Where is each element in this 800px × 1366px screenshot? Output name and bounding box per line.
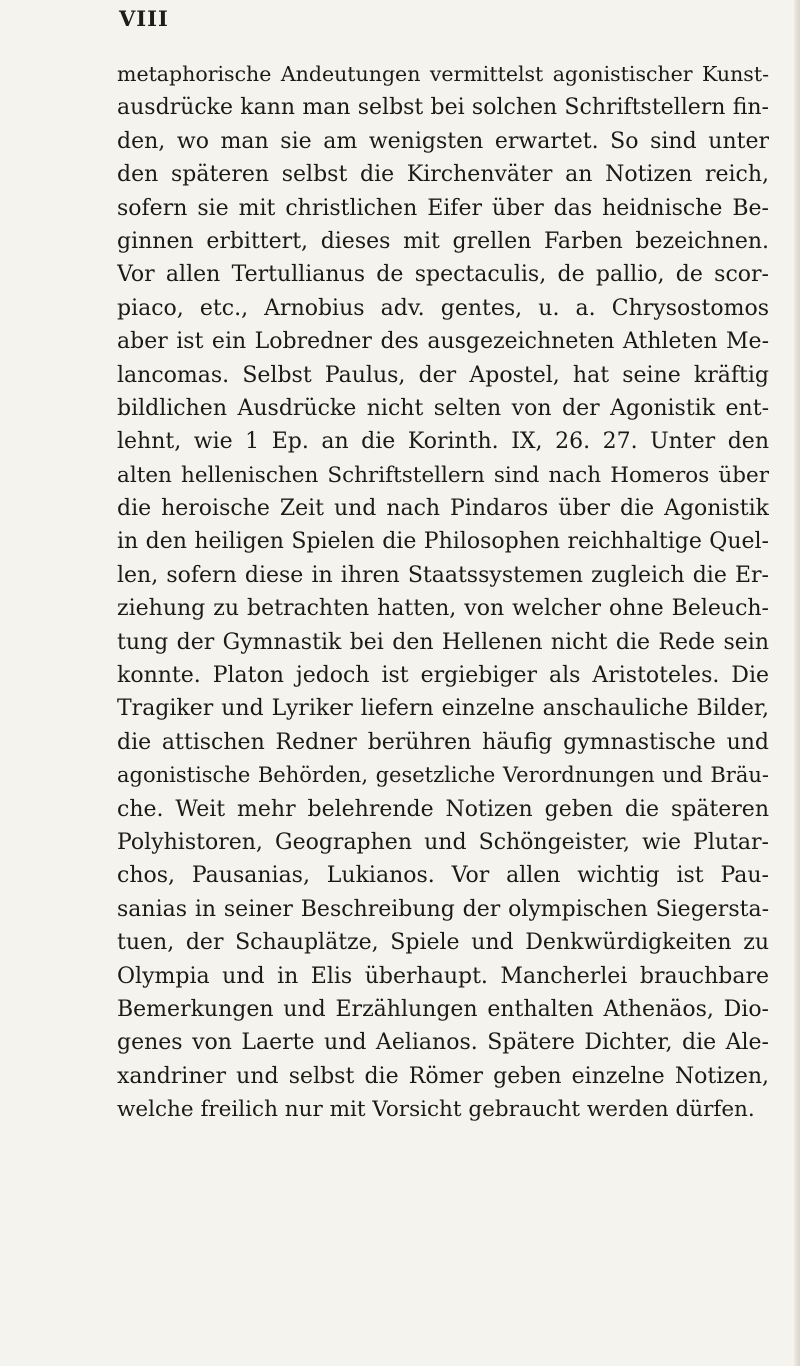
page-edge [794,0,800,1366]
text-line: lehnt, wie 1 Ep. an die Korinth. IX, 26. 27. Unter den [117,429,769,455]
text-line: den späteren selbst die Kirchenväter an Notizen reich, [117,162,769,188]
text-line: welche freilich nur mit Vorsicht gebraucht werden dürfen. [117,1097,755,1123]
text-line: sofern sie mit christlichen Eifer über das heidnische Be- [117,195,769,221]
text-line: ziehung zu betrachten hatten, von welcher ohne Beleuch- [117,596,769,622]
text-line: xandriner und selbst die Römer geben einzelne Notizen, [117,1063,769,1089]
page-number: VIII [119,6,169,31]
text-line: len, sofern diese in ihren Staatssystemen zugleich die Er- [117,562,769,588]
text-line: Tragiker und Lyriker liefern einzelne anschauliche Bilder, [117,696,769,722]
text-line: agonistische Behörden, gesetzliche Verordnungen und Bräu- [117,763,769,788]
text-line: Bemerkungen und Erzählungen enthalten Athenäos, Dio- [117,996,769,1022]
text-line: alten hellenischen Schriftstellern sind nach Homeros über [117,462,769,488]
text-line: Vor allen Tertullianus de spectaculis, de pallio, de scor- [117,262,769,288]
text-line: ginnen erbittert, dieses mit grellen Farben bezeichnen. [117,228,769,254]
text-line: sanias in seiner Beschreibung der olympischen Siegersta- [117,896,769,922]
text-line: Olympia und in Elis überhaupt. Mancherlei brauchbare [117,963,769,989]
text-line: Polyhistoren, Geographen und Schöngeister, wie Plutar- [117,829,769,855]
text-line: ausdrücke kann man selbst bei solchen Schriftstellern fin- [117,95,769,121]
text-line: tuen, der Schauplätze, Spiele und Denkwürdigkeiten zu [117,930,769,956]
text-line: die attischen Redner berühren häufig gymnastische und [117,729,769,755]
text-line: bildlichen Ausdrücke nicht selten von der Agonistik ent- [117,395,769,421]
text-line: den, wo man sie am wenigsten erwartet. So sind unter [117,128,769,154]
text-line: in den heiligen Spielen die Philosophen reichhaltige Quel- [117,529,769,555]
text-line: chos, Pausanias, Lukianos. Vor allen wichtig ist Pau- [117,863,769,889]
text-line: metaphorische Andeutungen vermittelst agonistischer Kunst- [117,62,769,86]
text-line: che. Weit mehr belehrende Notizen geben die späteren [117,796,769,822]
text-line: die heroische Zeit und nach Pindaros über die Agonistik [117,496,769,522]
text-line: aber ist ein Lobredner des ausgezeichneten Athleten Me- [117,329,769,355]
text-line: tung der Gymnastik bei den Hellenen nicht die Rede sein [117,629,769,655]
text-line: piaco, etc., Arnobius adv. gentes, u. a. Chrysostomos [117,295,769,321]
text-line: genes von Laerte und Aelianos. Spätere Dichter, die Ale- [117,1030,769,1056]
text-line: konnte. Platon jedoch ist ergiebiger als Aristoteles. Die [117,663,769,689]
body-text [117,58,769,1127]
text-line: lancomas. Selbst Paulus, der Apostel, hat seine kräftig [117,362,769,388]
